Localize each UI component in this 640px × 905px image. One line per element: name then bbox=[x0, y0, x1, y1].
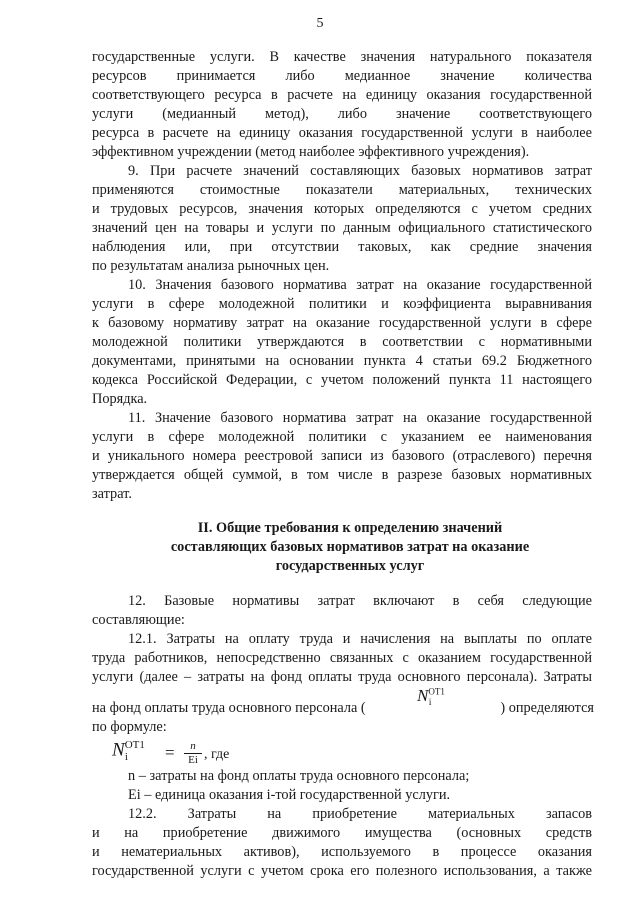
p8-line: услуги (медианный метод), либо значение соответствующего bbox=[92, 106, 592, 122]
p10-line: кодекса Российской Федерации, с учетом положений пункта 11 настоящего bbox=[92, 372, 592, 388]
p8-line: государственные услуги. В качестве значения натурального показателя bbox=[92, 49, 592, 65]
p11-line: утверждается общей суммой, в том числе в разрезе базовых нормативных bbox=[92, 467, 592, 483]
p12-1-tail: по формуле: bbox=[92, 719, 167, 735]
p11-line: услуги в сфере молодежной политики с указанием ее наименования bbox=[92, 429, 592, 445]
formula-equals: = bbox=[165, 743, 175, 762]
p9-line: и трудовых ресурсов, значения которых определяются с учетом средних bbox=[92, 201, 592, 217]
p8-line: эффективном учреждении (метод наиболее эффективного учреждения). bbox=[92, 144, 530, 160]
formula-suffix: , где bbox=[204, 747, 230, 762]
p9-line: наблюдения или, при отсутствии таковых, как средние значения bbox=[92, 239, 592, 255]
p9-line: 9. При расчете значений составляющих базовых нормативов затрат bbox=[128, 163, 592, 179]
p12-line: 12. Базовые нормативы затрат включают в себя следующие bbox=[128, 593, 592, 609]
p12-2-line: и нематериальных активов), используемого в процессе оказания bbox=[92, 844, 592, 860]
p12-2-line: и на приобретение движимого имущества (основных средств bbox=[92, 825, 592, 841]
p12-1-line: 12.1. Затраты на оплату труда и начисления на выплаты по оплате bbox=[128, 631, 592, 647]
p12-1-line: услуги (далее – затраты на фонд оплаты труда основного персонала). Затраты bbox=[92, 669, 592, 685]
p11-line: 11. Значение базового норматива затрат на оказание государственной bbox=[128, 410, 592, 426]
p12-2-line: государственной услуги с учетом срока его полезного использования, а также bbox=[92, 863, 592, 879]
p10-line: Порядка. bbox=[92, 391, 148, 407]
p10-line: к базовому нормативу затрат на оказание государственной услуги в сфере bbox=[92, 315, 592, 331]
p10-line: документами, принятыми на основании пункта 4 статьи 69.2 Бюджетного bbox=[92, 353, 592, 369]
formula-fraction bbox=[184, 740, 202, 767]
page-number: 5 bbox=[316, 16, 324, 31]
p8-line: ресурса в расчете на единицу оказания государственной услуги в наиболее bbox=[92, 125, 592, 141]
formula-denominator: Ei bbox=[188, 754, 198, 766]
p12-line: составляющие: bbox=[92, 612, 185, 628]
p12-1-inline-after: ) определяются bbox=[500, 700, 594, 716]
p9-line: по результатам анализа рыночных цен. bbox=[92, 258, 330, 274]
p8-line: ресурсов принимается либо медианное значение количества bbox=[92, 68, 592, 84]
p12-2-line: 12.2. Затраты на приобретение материальных запасов bbox=[128, 806, 592, 822]
p10-line: услуги в сфере молодежной политики и коэффициента выравнивания bbox=[92, 296, 592, 312]
p10-line: 10. Значения базового норматива затрат на оказание государственной bbox=[128, 277, 592, 293]
definition-line: n – затраты на фонд оплаты труда основного персонала; bbox=[128, 768, 470, 784]
p8-line: соответствующего ресурса в расчете на единицу оказания государственной bbox=[92, 87, 592, 103]
p12-1-line: труда работников, непосредственно связанных с оказанием государственной bbox=[92, 650, 592, 666]
formula-lhs: $N^{ОТ1}_i$ bbox=[112, 739, 145, 764]
p9-line: значений цен на товары и услуги по данным официального статистического bbox=[92, 220, 592, 236]
p9-line: применяются стоимостные показатели материальных, технических bbox=[92, 182, 592, 198]
p11-line: затрат. bbox=[92, 486, 132, 502]
section-heading: государственных услуг bbox=[275, 558, 425, 574]
inline-formula-symbol: $N^{ОТ1}_i$ bbox=[417, 686, 445, 708]
p10-line: молодежной политики утверждаются в соответствии с нормативными bbox=[92, 334, 592, 350]
p11-line: и уникального номера реестровой записи из базового (отраслевого) перечня bbox=[92, 448, 592, 464]
p12-1-inline-before: на фонд оплаты труда основного персонала ( bbox=[92, 700, 366, 716]
section-heading: II. Общие требования к определению значений bbox=[197, 520, 503, 536]
section-heading: составляющих базовых нормативов затрат на оказание bbox=[170, 539, 530, 555]
formula-numerator: n bbox=[184, 740, 202, 754]
definition-line: Ei – единица оказания i-той государственной услуги. bbox=[128, 787, 451, 803]
